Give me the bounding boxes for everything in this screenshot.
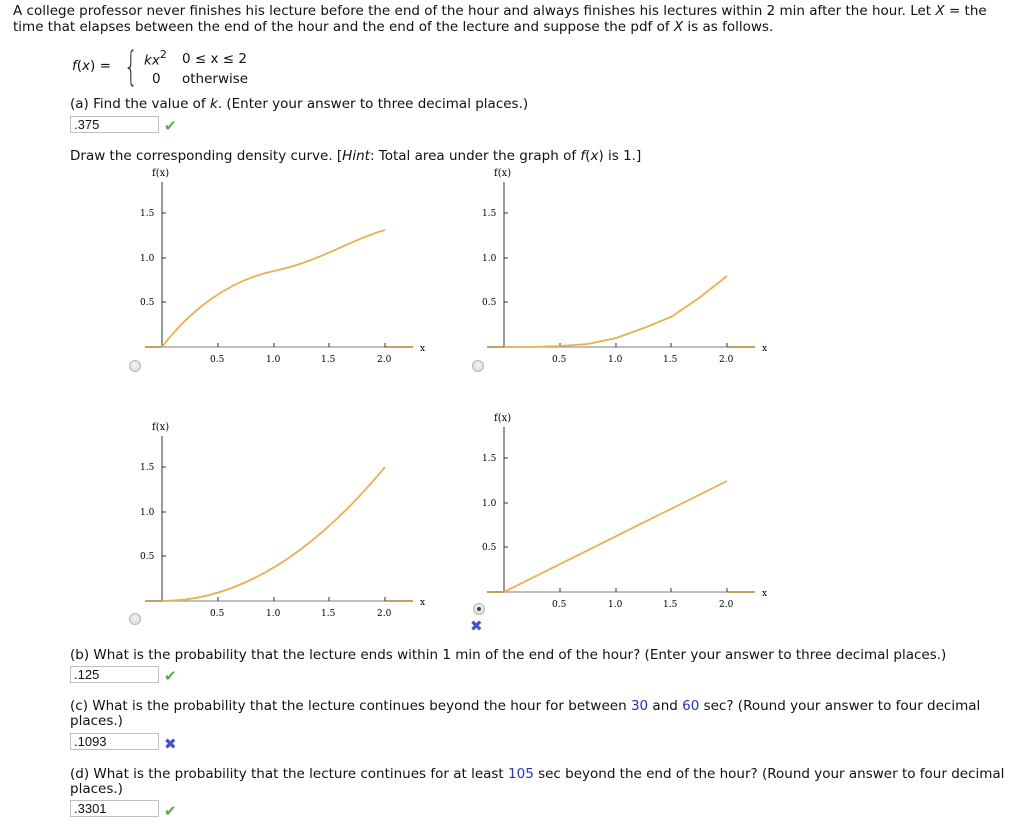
- part-a-answer-input[interactable]: .375: [70, 116, 159, 133]
- problem-intro: A college professor never finishes his lecture before the end of the hour and always finishes his lectures within 2 min after the hour. Let X = the time that elapses between the end of the hour and the end of the lecture and suppose the pdf of X is as follows.: [13, 3, 987, 35]
- svg-text:0.5: 0.5: [482, 298, 497, 308]
- svg-text:1.0: 1.0: [266, 355, 281, 365]
- svg-text:0.5: 0.5: [210, 355, 225, 365]
- svg-text:0.5: 0.5: [482, 543, 497, 553]
- correct-check-icon: ✔: [164, 802, 177, 820]
- option-4-radio-selected[interactable]: [473, 603, 485, 615]
- part-a-question: (a) Find the value of k. (Enter your answer to three decimal places.): [70, 96, 529, 112]
- svg-text:0.5: 0.5: [552, 355, 567, 365]
- svg-text:1.5: 1.5: [140, 463, 155, 473]
- option-3-radio[interactable]: [129, 613, 141, 625]
- part-c-question: (c) What is the probability that the lecture continues beyond the hour for between 30 and 60 sec? (Round your answer to four decimal places.): [70, 698, 981, 729]
- svg-text:0.5: 0.5: [210, 609, 225, 619]
- incorrect-x-icon: ✖: [164, 735, 177, 753]
- svg-text:0.5: 0.5: [140, 552, 155, 562]
- incorrect-x-icon: ✖: [470, 617, 483, 635]
- formula-lhs: f(x) =: [72, 58, 111, 74]
- svg-text:1.5: 1.5: [140, 209, 155, 219]
- formula-case2-cond: otherwise: [182, 71, 249, 87]
- svg-text:0.5: 0.5: [140, 298, 155, 308]
- option-1-radio[interactable]: [129, 360, 141, 372]
- svg-text:1.5: 1.5: [482, 209, 497, 219]
- correct-check-icon: ✔: [164, 117, 177, 135]
- draw-prompt: Draw the corresponding density curve. [Hint: Total area under the graph of f(x) is 1.]: [70, 148, 642, 164]
- formula-case1-cond: 0 ≤ x ≤ 2: [182, 51, 247, 67]
- svg-text:f(x): f(x): [152, 422, 170, 433]
- svg-text:0.5: 0.5: [552, 600, 567, 610]
- part-d-question: (d) What is the probability that the lecture continues for at least 105 sec beyond the end of the hour? (Round your answer to four decimal places.): [70, 766, 1005, 797]
- part-b-answer-input[interactable]: .125: [70, 666, 159, 683]
- svg-text:1.0: 1.0: [140, 508, 155, 518]
- svg-text:f(x): f(x): [494, 168, 512, 179]
- part-d-answer-input[interactable]: .3301: [70, 800, 159, 817]
- part-c-answer-input[interactable]: .1093: [70, 733, 159, 750]
- brace-icon: {: [124, 44, 138, 90]
- graph-option-3: [130, 414, 440, 624]
- graph-option-4: [472, 405, 782, 615]
- svg-text:1.5: 1.5: [321, 609, 336, 619]
- svg-text:1.5: 1.5: [663, 600, 678, 610]
- svg-text:1.0: 1.0: [140, 254, 155, 264]
- svg-text:x: x: [762, 589, 768, 599]
- svg-text:2.0: 2.0: [719, 600, 734, 610]
- graph-option-1: [130, 160, 440, 370]
- option-2-radio[interactable]: [472, 360, 484, 372]
- formula-case1-expr: $kx^2$: [144, 48, 167, 69]
- formula-case2-expr: 0: [152, 71, 161, 87]
- svg-text:x: x: [420, 344, 426, 354]
- svg-text:2.0: 2.0: [377, 355, 392, 365]
- correct-check-icon: ✔: [164, 667, 177, 685]
- svg-text:2.0: 2.0: [377, 609, 392, 619]
- svg-text:1.5: 1.5: [321, 355, 336, 365]
- svg-text:1.0: 1.0: [608, 600, 623, 610]
- svg-text:1.5: 1.5: [663, 355, 678, 365]
- svg-text:1.0: 1.0: [608, 355, 623, 365]
- svg-text:2.0: 2.0: [719, 355, 734, 365]
- svg-text:1.0: 1.0: [482, 254, 497, 264]
- part-b-question: (b) What is the probability that the lecture ends within 1 min of the end of the hour? (Enter your answer to three decimal places.): [70, 647, 947, 663]
- svg-text:x: x: [762, 344, 768, 354]
- pdf-formula: [72, 44, 332, 93]
- graph-option-2: [472, 160, 782, 370]
- svg-text:1.0: 1.0: [266, 609, 281, 619]
- svg-text:1.5: 1.5: [482, 454, 497, 464]
- svg-text:x: x: [420, 598, 426, 608]
- svg-text:f(x): f(x): [494, 413, 512, 424]
- svg-text:1.0: 1.0: [482, 499, 497, 509]
- y-axis-label: f(x): [152, 168, 170, 179]
